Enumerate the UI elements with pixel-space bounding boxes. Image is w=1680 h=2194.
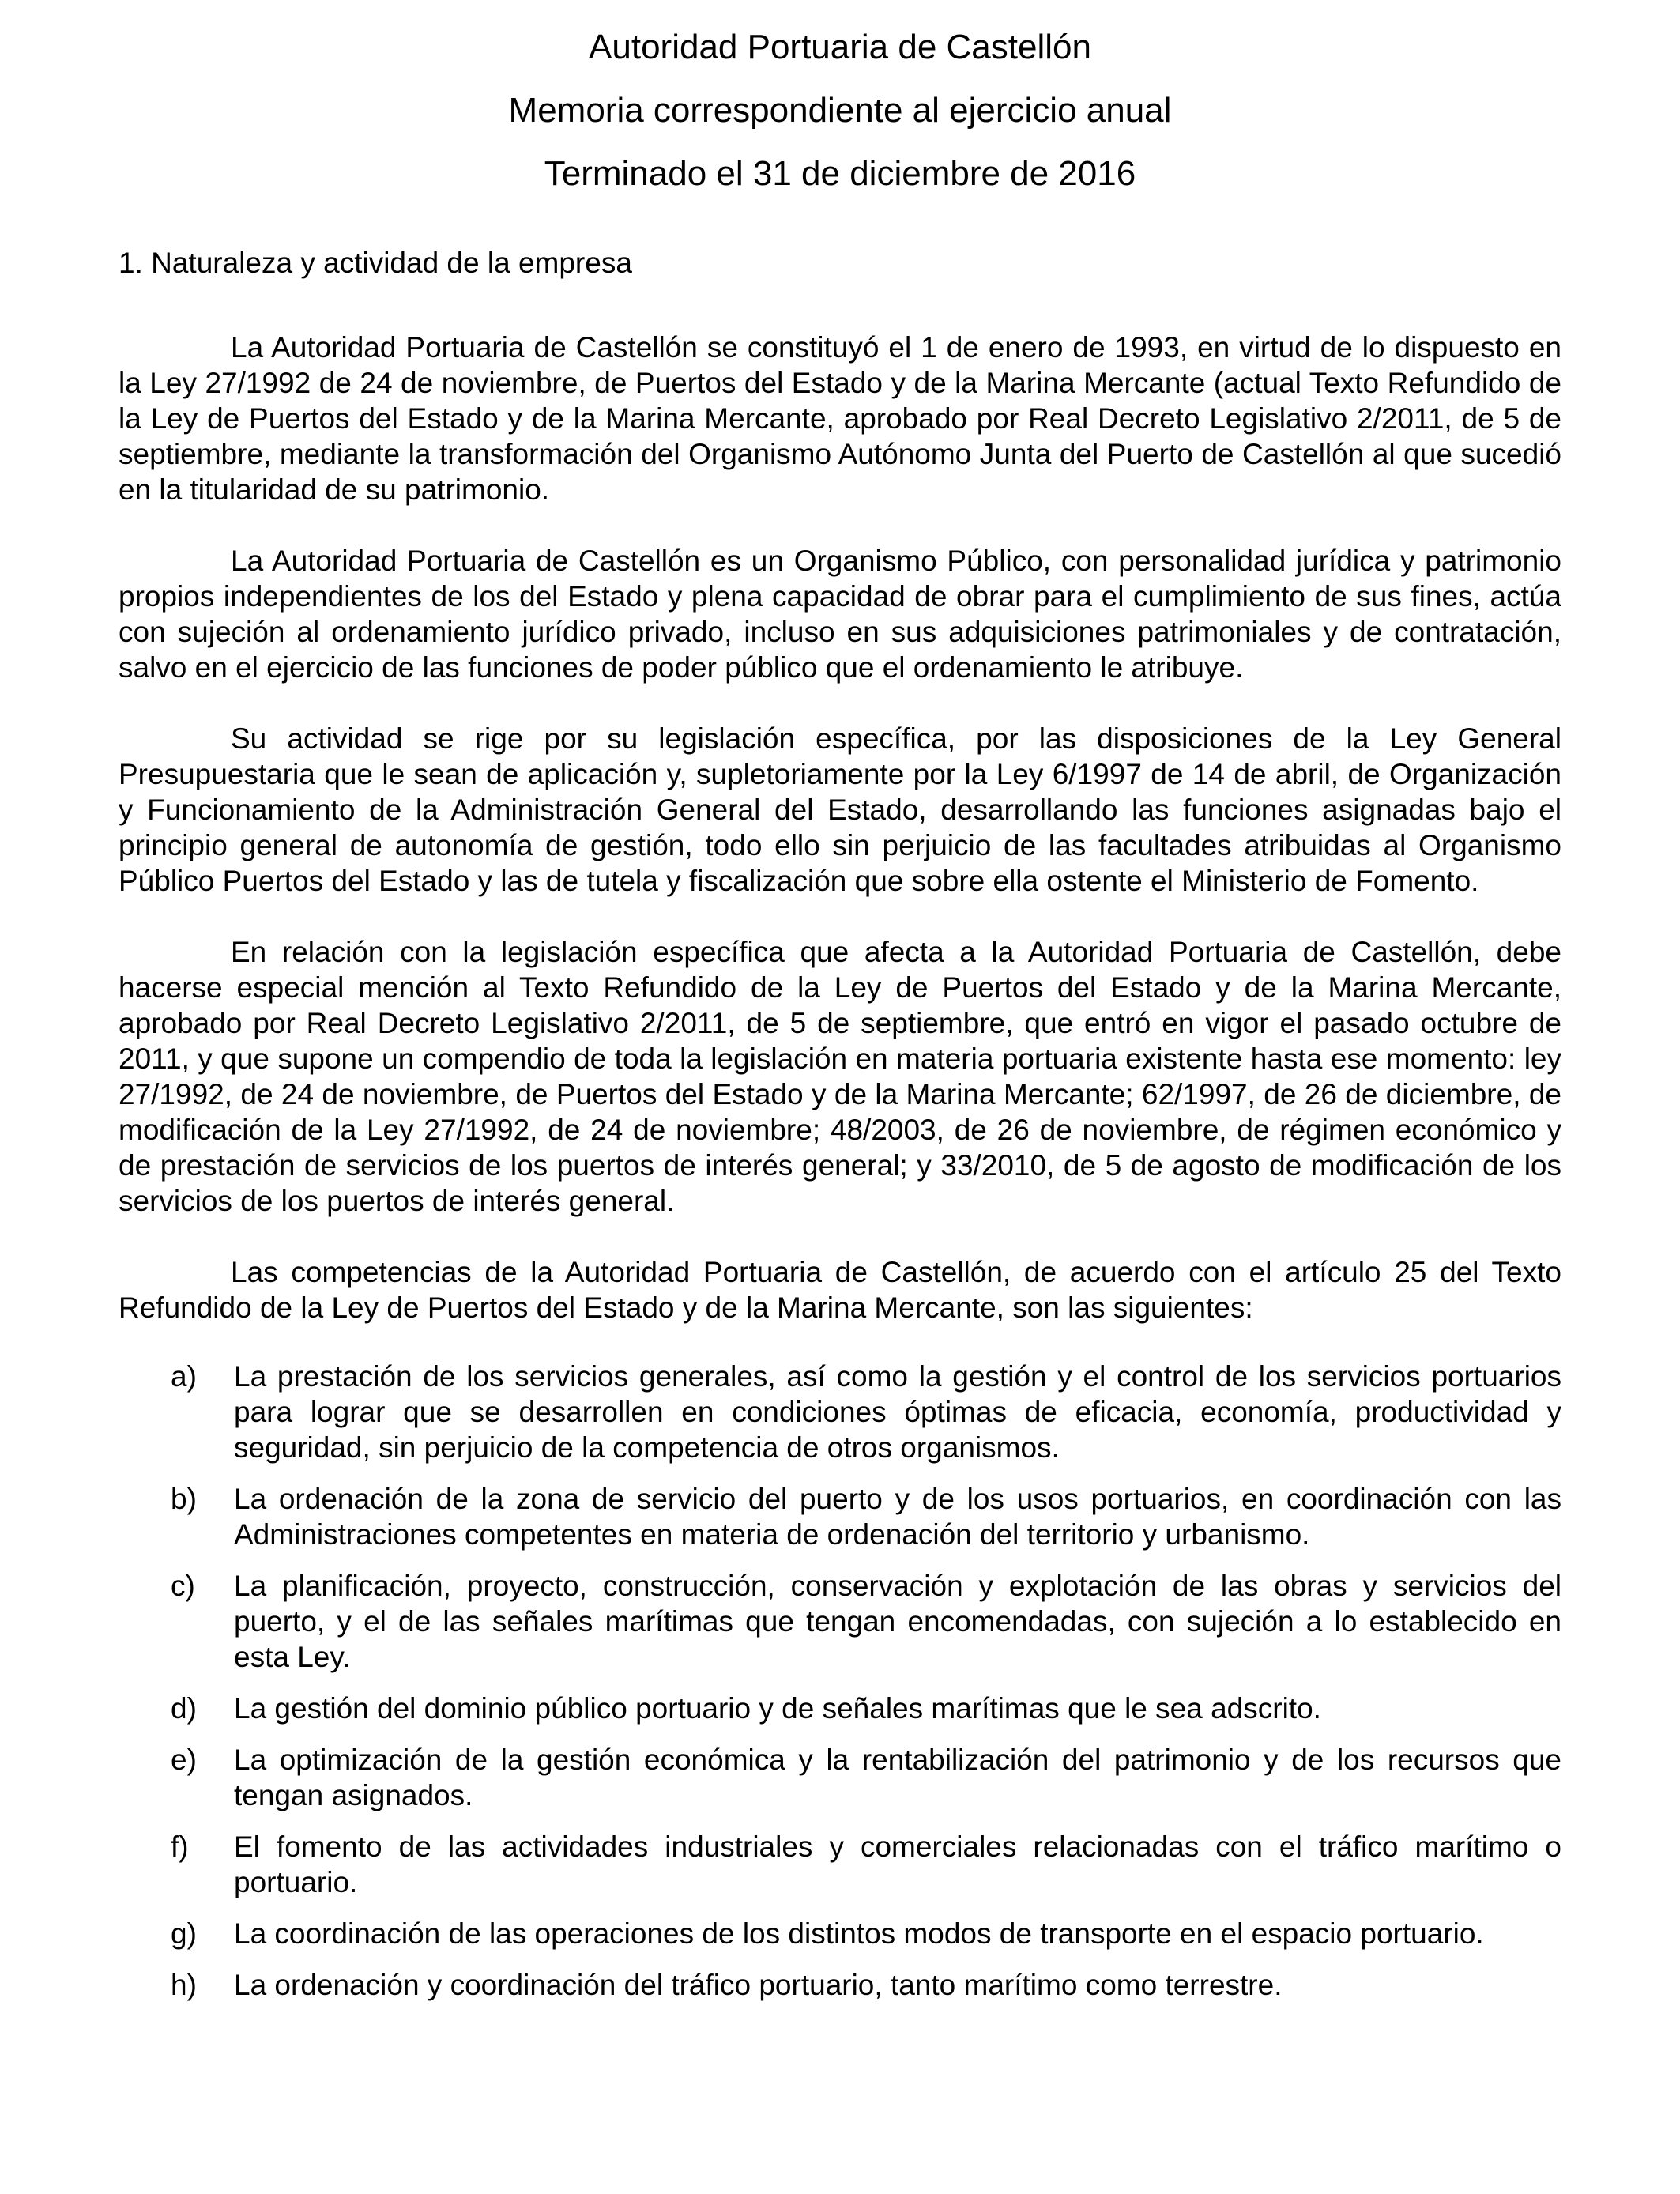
list-item-text: La coordinación de las operaciones de los distintos modos de transporte en el espacio portuario.	[234, 1917, 1484, 1950]
list-item-e	[171, 1742, 1561, 1813]
list-item-text: El fomento de las actividades industriales y comerciales relacionadas con el tráfico marítimo o portuario.	[234, 1830, 1561, 1898]
section-heading: 1. Naturaleza y actividad de la empresa	[119, 247, 632, 279]
competency-list	[119, 1359, 1561, 2003]
list-item-f	[171, 1829, 1561, 1900]
document-title-block	[119, 16, 1561, 205]
list-marker: e)	[171, 1744, 197, 1776]
list-item-h	[171, 1967, 1561, 2003]
list-item-text: La prestación de los servicios generales, así como la gestión y el control de los servicios portuarios para lograr que se desarrollen en condiciones óptimas de eficacia, economía, productividad y seguridad, sin perjuicio de la competencia de otros organismos.	[234, 1360, 1561, 1464]
list-item-text: La gestión del dominio público portuario y de señales marítimas que le sea adscrito.	[234, 1692, 1321, 1725]
list-marker: d)	[171, 1692, 197, 1725]
paragraph-constitution: La Autoridad Portuaria de Castellón se constituyó el 1 de enero de 1993, en virtud de lo dispuesto en la Ley 27/1992 de 24 de noviembre, de Puertos del Estado y de la Marina Mercante (actual Texto Refundido de la Ley de Puertos del Estado y de la Marina Mercante, aprobado por Real Decreto Legislativo 2/2011, de 5 de septiembre, mediante la transformación del Organismo Autónomo Junta del Puerto de Castellón al que sucedió en la titularidad de su patrimonio.	[119, 331, 1561, 506]
list-item-text: La ordenación y coordinación del tráfico portuario, tanto marítimo como terrestre.	[234, 1969, 1283, 2001]
list-item-text: La ordenación de la zona de servicio del puerto y de los usos portuarios, en coordinación con las Administraciones competentes en materia de ordenación del territorio y urbanismo.	[234, 1483, 1561, 1551]
list-marker: f)	[171, 1830, 189, 1863]
title-line-report-type: Memoria correspondiente al ejercicio anual	[508, 91, 1172, 130]
title-line-organization: Autoridad Portuaria de Castellón	[589, 28, 1091, 66]
list-item-c	[171, 1568, 1561, 1675]
paragraph-activity-regulation: Su actividad se rige por su legislación específica, por las disposiciones de la Ley General Presupuestaria que le sean de aplicación y, supletoriamente por la Ley 6/1997 de 14 de abril, de Organización y Funcionamiento de la Administración General del Estado, desarrollando las funciones asignadas bajo el principio general de autonomía de gestión, todo ello sin perjuicio de las facultades atribuidas al Organismo Público Puertos del Estado y las de tutela y fiscalización que sobre ella ostente el Ministerio de Fomento.	[119, 722, 1561, 897]
paragraph-legal-nature: La Autoridad Portuaria de Castellón es un Organismo Público, con personalidad jurídica y patrimonio propios independientes de los del Estado y plena capacidad de obrar para el cumplimiento de sus fines, actúa con sujeción al ordenamiento jurídico privado, incluso en sus adquisiciones patrimoniales y de contratación, salvo en el ejercicio de las funciones de poder público que el ordenamiento le atribuye.	[119, 545, 1561, 684]
list-marker: h)	[171, 1969, 197, 2001]
paragraph-competencies-intro: Las competencias de la Autoridad Portuaria de Castellón, de acuerdo con el artículo 25 del Texto Refundido de la Ley de Puertos del Estado y de la Marina Mercante, son las siguientes:	[119, 1256, 1561, 1324]
list-marker: c)	[171, 1570, 195, 1602]
list-marker: a)	[171, 1360, 197, 1393]
list-marker: b)	[171, 1483, 197, 1515]
paragraph-specific-legislation: En relación con la legislación específica que afecta a la Autoridad Portuaria de Castellón, debe hacerse especial mención al Texto Refundido de la Ley de Puertos del Estado y de la Marina Mercante, aprobado por Real Decreto Legislativo 2/2011, de 5 de septiembre, que entró en vigor el pasado octubre de 2011, y que supone un compendio de toda la legislación en materia portuaria existente hasta ese momento: ley 27/1992, de 24 de noviembre, de Puertos del Estado y de la Marina Mercante; 62/1997, de 26 de diciembre, de modificación de la Ley 27/1992, de 24 de noviembre; 48/2003, de 26 de noviembre, de régimen económico y de prestación de servicios de los puertos de interés general; y 33/2010, de 5 de agosto de modificación de los servicios de los puertos de interés general.	[119, 936, 1561, 1217]
list-item-a	[171, 1359, 1561, 1465]
list-item-g	[171, 1916, 1561, 1951]
list-item-d	[171, 1691, 1561, 1726]
list-marker: g)	[171, 1917, 197, 1950]
list-item-text: La optimización de la gestión económica y la rentabilización del patrimonio y de los recursos que tengan asignados.	[234, 1744, 1561, 1811]
list-item-text: La planificación, proyecto, construcción, conservación y explotación de las obras y servicios del puerto, y el de las señales marítimas que tengan encomendadas, con sujeción a lo establecido en esta Ley.	[234, 1570, 1561, 1673]
list-item-b	[171, 1481, 1561, 1552]
title-line-period: Terminado el 31 de diciembre de 2016	[544, 154, 1136, 193]
